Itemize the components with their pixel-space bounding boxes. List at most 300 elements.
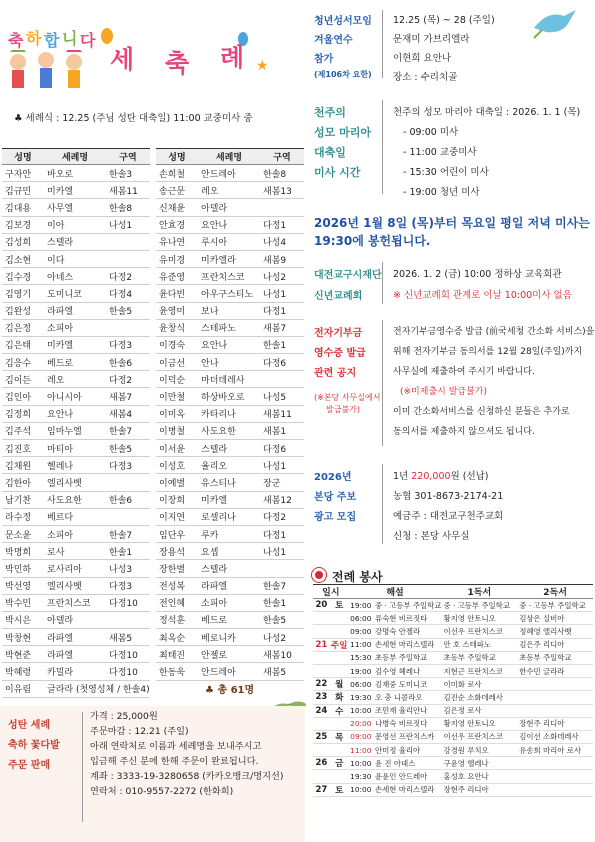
cell-time: 06:00 xyxy=(349,678,373,691)
cell-baptismal-name: 사무엘 xyxy=(44,199,106,216)
cell-baptismal-name: 소피아 xyxy=(198,594,260,611)
table-row xyxy=(2,457,150,474)
cell-baptismal-name: 소피아 xyxy=(44,319,106,336)
cell-commentary: 초등부 주일학교 xyxy=(373,651,442,664)
cell-weekday xyxy=(330,717,349,730)
cell-day xyxy=(313,717,330,730)
cell-name: 윤다빈 xyxy=(156,285,198,302)
ads-line: 신청 : 본당 사무실 xyxy=(393,531,470,542)
table-row xyxy=(156,216,304,233)
cell-baptismal-name: 레오 xyxy=(198,182,260,199)
col-datetime: 일시 xyxy=(313,585,349,599)
cell-name: 이금선 xyxy=(156,354,198,371)
cell-day: 23 xyxy=(313,691,330,704)
cell-baptismal-name: 이아 xyxy=(44,216,106,233)
cell-reading1: 이미화 로사 xyxy=(441,678,517,691)
cell-commentary: 오 충 니콜라오 xyxy=(373,691,442,704)
table-row xyxy=(156,543,304,560)
mass-time: - 11:00 교중미사 xyxy=(403,147,477,158)
cell-commentary: 윤윤인 안드레아 xyxy=(373,770,442,783)
cell-day xyxy=(313,625,330,638)
cell-reading2 xyxy=(517,783,593,796)
cell-name: 박명희 xyxy=(2,543,44,560)
cell-time: 11:00 xyxy=(349,638,373,651)
newyear-label: 대전교구시재단 xyxy=(314,270,382,281)
cell-baptismal-name: 미카엘라 xyxy=(198,250,260,267)
cell-baptismal-name: 요안나 xyxy=(198,336,260,353)
cell-district: 새봄4 xyxy=(106,405,150,422)
bouquet-line: 가격 : 25,000원 xyxy=(90,711,158,722)
receipt-line: 전자기부금영수증 발급 (前국세청 간소화 서비스)을 xyxy=(393,327,595,337)
cell-baptismal-name: 라파엘 xyxy=(198,577,260,594)
cell-day: 22 xyxy=(313,678,330,691)
bouquet-label: 성탄 세례 xyxy=(8,720,51,731)
cell-reading1: 중 · 고등부 주일학교 xyxy=(441,599,517,612)
table-row xyxy=(2,611,150,628)
cell-name: 임단우 xyxy=(156,525,198,542)
table-row xyxy=(156,165,304,182)
cell-name: 김주석 xyxy=(2,422,44,439)
newyear-label: 신년교례회 xyxy=(314,291,363,302)
cell-weekday: 수 xyxy=(330,704,349,717)
schedule-row xyxy=(313,638,593,651)
receipt-label: 관련 공지 xyxy=(314,368,357,379)
cell-baptismal-name: 아네스 xyxy=(44,268,106,285)
schedule-row xyxy=(313,770,593,783)
cell-district: 나성2 xyxy=(260,629,304,646)
table-row xyxy=(156,422,304,439)
cell-district: 새봄5 xyxy=(260,663,304,680)
receipt-note: 발급불가) xyxy=(326,405,361,414)
cell-baptismal-name: 레오 xyxy=(44,371,106,388)
cell-baptismal-name: 보나 xyxy=(198,302,260,319)
schedule-row xyxy=(313,704,593,717)
cell-weekday xyxy=(330,625,349,638)
bouquet-line: 계좌 : 3333-19-3280658 (카카오뱅크/명지선) xyxy=(90,771,284,782)
cell-district: 한솔3 xyxy=(106,165,150,182)
cell-name: 한동욱 xyxy=(156,663,198,680)
schedule-row xyxy=(313,612,593,625)
table-row xyxy=(2,543,150,560)
cell-weekday xyxy=(330,612,349,625)
schedule-row xyxy=(313,691,593,704)
cell-district xyxy=(260,199,304,216)
cell-district: 새봄11 xyxy=(260,405,304,422)
cell-time: 10:00 xyxy=(349,783,373,796)
bouquet-line: 연락처 : 010-9557-2272 (한화희) xyxy=(90,786,234,797)
receipt-line: 위해 전자기부금 동의서를 12월 28일(주일)까지 xyxy=(393,347,583,357)
cell-baptismal-name: 루카 xyxy=(198,525,260,542)
cell-reading1: 지현근 프란치스코 xyxy=(441,664,517,677)
table-row xyxy=(156,663,304,680)
baptism-table-right xyxy=(156,148,304,681)
cell-name: 김채원 xyxy=(2,457,44,474)
cell-baptismal-name: 아니시아 xyxy=(44,388,106,405)
cell-baptismal-name: 사도요한 xyxy=(44,491,106,508)
cell-baptismal-name: 마더데레사 xyxy=(198,371,260,388)
cell-commentary: 김재중 도미니코 xyxy=(373,678,442,691)
cell-name: 장용석 xyxy=(156,543,198,560)
notice-line: 2026년 1월 8일 (목)부터 목요일 평일 저녁 미사는 xyxy=(314,216,590,230)
table-row xyxy=(156,629,304,646)
mass-time: - 15:30 어린이 미사 xyxy=(403,167,489,178)
cell-weekday: 월 xyxy=(330,678,349,691)
cell-reading2 xyxy=(517,704,593,717)
cell-name: 유미경 xyxy=(156,250,198,267)
bouquet-line: 입금해 주신 분에 한해 주문이 완료됩니다. xyxy=(90,756,259,767)
cell-district: 한솔1 xyxy=(260,594,304,611)
col-name: 성명 xyxy=(2,149,44,165)
cell-name: 박선영 xyxy=(2,577,44,594)
cell-district: 다정2 xyxy=(106,268,150,285)
cell-district: 다정3 xyxy=(106,577,150,594)
cell-name: 최태진 xyxy=(156,646,198,663)
cell-reading1: 홍성호 요안나 xyxy=(441,770,517,783)
cell-district: 나성5 xyxy=(260,388,304,405)
cell-name: 김인아 xyxy=(2,388,44,405)
cell-district: 다정3 xyxy=(106,457,150,474)
cell-baptismal-name: 글라라 (첫영성체 / 한솔4) xyxy=(44,680,150,697)
cell-time: 15:30 xyxy=(349,651,373,664)
cell-district xyxy=(106,319,150,336)
cell-name: 문소윤 xyxy=(2,525,44,542)
cell-district: 다정3 xyxy=(106,336,150,353)
table-row xyxy=(156,577,304,594)
table-row xyxy=(156,560,304,577)
cell-district: 다정2 xyxy=(106,371,150,388)
cell-name: 김규민 xyxy=(2,182,44,199)
cell-name: 김완성 xyxy=(2,302,44,319)
cell-district: 나성1 xyxy=(260,543,304,560)
cell-district: 나성1 xyxy=(260,457,304,474)
cell-district: 한솔8 xyxy=(260,165,304,182)
baptism-info: ♣ 세례식 : 12.25 (주님 성탄 대축일) 11:00 교중미사 중 xyxy=(14,113,253,124)
table-row xyxy=(156,525,304,542)
cell-name: 박시은 xyxy=(2,611,44,628)
cell-district: 새봄5 xyxy=(106,629,150,646)
cell-name: 김수경 xyxy=(2,268,44,285)
cell-baptismal-name: 율리오 xyxy=(198,457,260,474)
cell-district: 한솔7 xyxy=(106,525,150,542)
cell-weekday: 금 xyxy=(330,757,349,770)
cell-name: 이서윤 xyxy=(156,440,198,457)
cell-name: 김한아 xyxy=(2,474,44,491)
cell-reading1: 황지영 안토니오 xyxy=(441,717,517,730)
star-icon: ★ xyxy=(256,58,269,74)
schedule-row xyxy=(313,625,593,638)
receipt-note: (※본당 사무실에서 xyxy=(314,393,381,402)
cell-weekday xyxy=(330,651,349,664)
cell-reading1: 구윤영 헬레나 xyxy=(441,757,517,770)
cell-baptismal-name: 요안나 xyxy=(44,405,106,422)
cell-name: 유준영 xyxy=(156,268,198,285)
cell-baptismal-name: 베드로 xyxy=(44,354,106,371)
schedule-row xyxy=(313,651,593,664)
cell-reading1: 장현주 리디아 xyxy=(441,783,517,796)
cell-baptismal-name: 로사 xyxy=(44,543,106,560)
cell-name: 윤영미 xyxy=(156,302,198,319)
bouquet-sale-box xyxy=(0,706,305,842)
cell-district: 다정10 xyxy=(106,646,150,663)
table-row xyxy=(2,474,150,491)
cell-reading1: 강경원 루치오 xyxy=(441,744,517,757)
cell-baptismal-name: 스텔라 xyxy=(198,560,260,577)
ads-line: 1년 220,000원 (선납) xyxy=(393,471,489,482)
cell-baptismal-name: 미카엘 xyxy=(44,336,106,353)
table-row xyxy=(2,594,150,611)
cell-reading2 xyxy=(517,691,593,704)
cell-time: 10:00 xyxy=(349,704,373,717)
cell-district: 나성2 xyxy=(260,268,304,285)
title-letter: 세 xyxy=(110,45,135,74)
cell-reading1: 이선우 프란치스코 xyxy=(441,625,517,638)
cell-weekday: 토 xyxy=(330,599,349,612)
cell-reading2: 유송희 마리아 로사 xyxy=(517,744,593,757)
cell-reading1: 안 호 스테파노 xyxy=(441,638,517,651)
cell-name: 송근문 xyxy=(156,182,198,199)
cell-weekday: 주일 xyxy=(330,638,349,651)
cell-weekday xyxy=(330,744,349,757)
cell-day xyxy=(313,651,330,664)
title-letter: 축 xyxy=(165,49,190,78)
schedule-row xyxy=(313,783,593,796)
table-row xyxy=(156,354,304,371)
receipt-label: 전자기부금 xyxy=(314,328,363,339)
table-row xyxy=(2,199,150,216)
mass-label: 천주의 xyxy=(314,106,346,119)
total-count: ♣ 총 61명 xyxy=(205,685,255,696)
cell-district xyxy=(260,560,304,577)
cell-time: 09:00 xyxy=(349,730,373,743)
cell-baptismal-name: 유스티나 xyxy=(198,474,260,491)
cell-district: 새봄10 xyxy=(260,646,304,663)
youth-label: 겨울연수 xyxy=(314,35,353,46)
cell-commentary: 손세현 마리스텔라 xyxy=(373,638,442,651)
receipt-label: 영수증 발급 xyxy=(314,348,366,359)
col-reading2: 2독서 xyxy=(517,585,593,599)
cell-district: 한솔8 xyxy=(106,199,150,216)
table-row xyxy=(2,250,150,267)
cell-district: 새봄13 xyxy=(260,182,304,199)
cell-name: 이장희 xyxy=(156,491,198,508)
cell-name: 전인혜 xyxy=(156,594,198,611)
cell-reading2 xyxy=(517,678,593,691)
cell-name: 이병철 xyxy=(156,422,198,439)
map-pin-icon xyxy=(312,568,326,582)
cell-baptismal-name: 아델라 xyxy=(44,611,106,628)
cell-time: 19:30 xyxy=(349,770,373,783)
table-row xyxy=(2,440,150,457)
ads-label: 본당 주보 xyxy=(314,492,357,503)
cell-name: 김대용 xyxy=(2,199,44,216)
title-letter: 례 xyxy=(220,43,245,72)
cell-baptismal-name: 바오로 xyxy=(44,165,106,182)
table-row xyxy=(2,285,150,302)
cell-name: 김보경 xyxy=(2,216,44,233)
table-row xyxy=(156,457,304,474)
schedule-title: 전례 봉사 xyxy=(332,570,383,584)
cell-district xyxy=(260,371,304,388)
cell-baptismal-name: 안드레아 xyxy=(198,663,260,680)
cell-time: 19:30 xyxy=(349,691,373,704)
notice-line: 19:30에 봉헌됩니다. xyxy=(314,234,431,248)
table-row xyxy=(2,319,150,336)
baptism-table-left xyxy=(2,148,150,698)
cell-district xyxy=(106,233,150,250)
cell-weekday xyxy=(330,664,349,677)
youth-label: 참가 xyxy=(314,54,334,65)
mass-label: 미사 시간 xyxy=(314,166,361,179)
cell-name: 이미옥 xyxy=(156,405,198,422)
cell-time: 19:00 xyxy=(349,664,373,677)
table-row xyxy=(156,594,304,611)
cell-time: 20:00 xyxy=(349,717,373,730)
cell-district: 한솔6 xyxy=(106,491,150,508)
cell-day xyxy=(313,612,330,625)
table-row xyxy=(156,474,304,491)
cell-name: 김영기 xyxy=(2,285,44,302)
mass-label: 대축일 xyxy=(314,146,346,159)
table-row xyxy=(2,560,150,577)
table-row xyxy=(156,233,304,250)
cell-baptismal-name: 임마누엘 xyxy=(44,422,106,439)
cell-baptismal-name: 스테파노 xyxy=(198,319,260,336)
cell-district xyxy=(106,474,150,491)
cell-baptismal-name: 베로니카 xyxy=(198,629,260,646)
col-district: 구역 xyxy=(106,149,150,165)
table-row xyxy=(2,577,150,594)
cell-baptismal-name: 엘리사벳 xyxy=(44,577,106,594)
cell-name: 안효경 xyxy=(156,216,198,233)
table-row xyxy=(156,182,304,199)
cell-name: 신채윤 xyxy=(156,199,198,216)
youth-line: 문재미 가브리엘라 xyxy=(393,34,470,45)
cell-commentary: 문영선 프란치스카 xyxy=(373,730,442,743)
cell-baptismal-name: 아우구스티노 xyxy=(198,285,260,302)
cell-day: 27 xyxy=(313,783,330,796)
cell-commentary: 류숙현 비르짓타 xyxy=(373,612,442,625)
cell-name: 손희철 xyxy=(156,165,198,182)
cell-district: 새봄11 xyxy=(106,182,150,199)
cell-baptismal-name: 안젤로 xyxy=(198,646,260,663)
table-row xyxy=(2,525,150,542)
cell-district xyxy=(106,508,150,525)
cell-name: 정석훈 xyxy=(156,611,198,628)
table-row xyxy=(2,182,150,199)
col-reading1: 1독서 xyxy=(441,585,517,599)
bouquet-line: 아래 연락처로 이름과 세례명을 보내주시고 xyxy=(90,741,262,752)
mass-label: 성모 마리아 xyxy=(314,126,371,139)
cell-day: 26 xyxy=(313,757,330,770)
cell-baptismal-name: 라파엘 xyxy=(44,629,106,646)
cell-reading2: 정혜영 엘리사벳 xyxy=(517,625,593,638)
bouquet-label: 주문 판매 xyxy=(8,760,51,771)
youth-line: 12.25 (목) ~ 28 (주일) xyxy=(393,15,495,26)
table-row xyxy=(156,302,304,319)
col-district: 구역 xyxy=(260,149,304,165)
cell-reading2: 중 · 고등부 주일학교 xyxy=(517,599,593,612)
cell-district: 다정1 xyxy=(260,525,304,542)
cell-name: 유나연 xyxy=(156,233,198,250)
cell-time: 10:00 xyxy=(349,757,373,770)
cell-reading1: 이선우 프란치스코 xyxy=(441,730,517,743)
cell-reading2: 김은주 리디아 xyxy=(517,638,593,651)
title xyxy=(80,28,300,84)
schedule-row xyxy=(313,744,593,757)
schedule-row xyxy=(313,757,593,770)
cell-baptismal-name: 아델라 xyxy=(198,199,260,216)
cell-baptismal-name: 스텔라 xyxy=(44,233,106,250)
cell-district: 한솔7 xyxy=(260,577,304,594)
bouquet-line: 주문마감 : 12.21 (주일) xyxy=(90,726,189,737)
cell-name: 최옥순 xyxy=(156,629,198,646)
table-row xyxy=(156,491,304,508)
table-row xyxy=(156,371,304,388)
cell-reading1: 김은정 로사 xyxy=(441,704,517,717)
cell-reading2: 초등부 주일학교 xyxy=(517,651,593,664)
cell-baptismal-name: 베르다 xyxy=(44,508,106,525)
cell-baptismal-name: 라파엘 xyxy=(44,646,106,663)
cell-name: 구자안 xyxy=(2,165,44,182)
cell-name: 박혜령 xyxy=(2,663,44,680)
cell-commentary: 손세현 마리스텔라 xyxy=(373,783,442,796)
cell-baptismal-name: 라파엘 xyxy=(44,302,106,319)
cell-name: 라수정 xyxy=(2,508,44,525)
cell-baptismal-name: 소피아 xyxy=(44,525,106,542)
cell-district: 한솔1 xyxy=(260,336,304,353)
cell-baptismal-name: 카밀라 xyxy=(44,663,106,680)
ads-line: 농협 301-8673-2174-21 xyxy=(393,491,504,502)
cell-day xyxy=(313,744,330,757)
cell-weekday: 토 xyxy=(330,783,349,796)
cell-baptismal-name: 하상바오로 xyxy=(198,388,260,405)
bouquet-label: 축하 꽃다발 xyxy=(8,740,60,751)
cell-district: 다정10 xyxy=(106,594,150,611)
cell-district xyxy=(106,250,150,267)
table-row xyxy=(156,319,304,336)
cell-name: 박창현 xyxy=(2,629,44,646)
cell-reading2: 한수민 글라라 xyxy=(517,664,593,677)
mass-heading: 천주의 성모 마리아 대축일 : 2026. 1. 1 (목) xyxy=(393,107,581,118)
schedule-row xyxy=(313,730,593,743)
cell-name: 김정희 xyxy=(2,405,44,422)
schedule-row xyxy=(313,678,593,691)
cell-reading2 xyxy=(517,770,593,783)
cell-name: 이성호 xyxy=(156,457,198,474)
cell-reading1: 황지영 안토니오 xyxy=(441,612,517,625)
table-row xyxy=(2,680,150,697)
cell-baptismal-name: 로사리아 xyxy=(44,560,106,577)
cell-name: 박수민 xyxy=(2,594,44,611)
dove-icon xyxy=(530,6,580,42)
cell-day: 20 xyxy=(313,599,330,612)
cell-district: 한솔1 xyxy=(106,543,150,560)
cell-district: 다정4 xyxy=(106,285,150,302)
table-row xyxy=(2,165,150,182)
cell-weekday: 화 xyxy=(330,691,349,704)
party-people-illustration: 축 하 합 니 다 xyxy=(6,28,96,98)
cell-baptismal-name: 베드로 xyxy=(198,611,260,628)
table-row xyxy=(156,268,304,285)
cell-district: 다정10 xyxy=(106,663,150,680)
cell-reading2: 김상은 실비아 xyxy=(517,612,593,625)
cell-district: 새봄9 xyxy=(260,250,304,267)
cell-reading2: 김이선 소화데레사 xyxy=(517,730,593,743)
cell-name: 김소현 xyxy=(2,250,44,267)
cell-district: 한솔5 xyxy=(106,302,150,319)
cell-day: 21 xyxy=(313,638,330,651)
cell-baptismal-name: 마티아 xyxy=(44,440,106,457)
